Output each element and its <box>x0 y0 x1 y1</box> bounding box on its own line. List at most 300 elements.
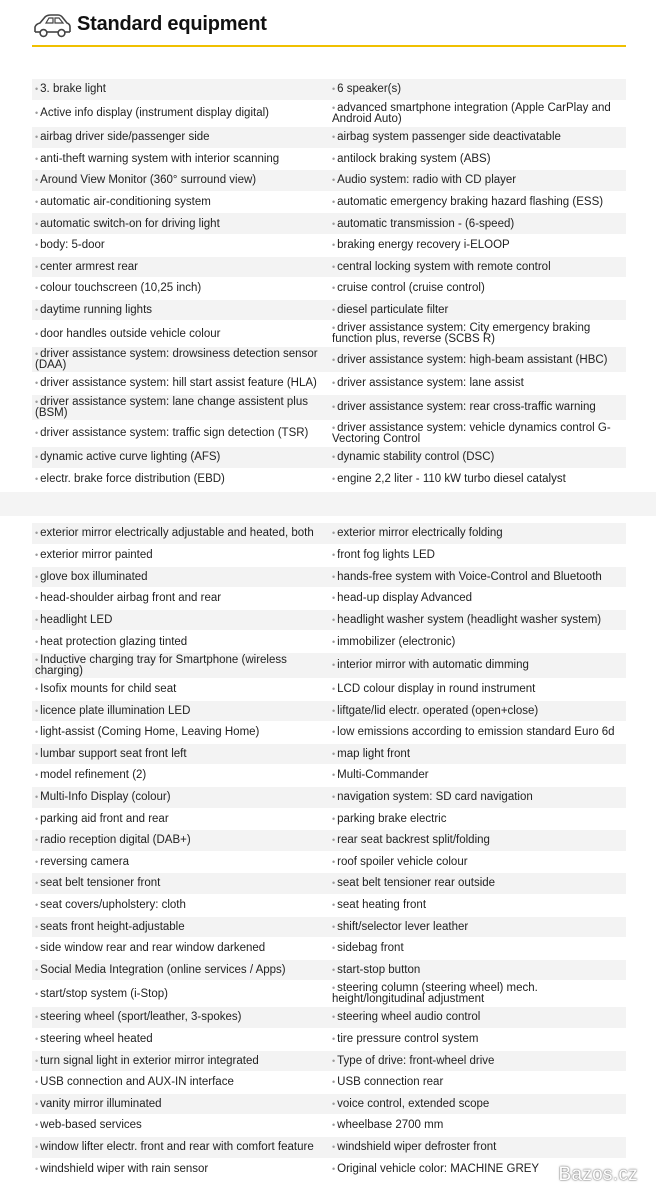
bullet-icon: • <box>35 1098 39 1109</box>
bullet-icon: • <box>332 748 336 759</box>
equipment-label: advanced smartphone integration (Apple CarPlay and Android Auto) <box>332 101 611 126</box>
equipment-item-right <box>329 256 626 278</box>
equipment-item-right <box>329 148 626 170</box>
bullet-icon: • <box>35 452 39 463</box>
bullet-icon: • <box>35 813 39 824</box>
equipment-label: steering column (steering wheel) mech. height/longitudinal adjustment <box>332 981 538 1006</box>
equipment-item-right <box>329 101 626 127</box>
equipment-row <box>32 566 626 588</box>
equipment-row <box>32 1115 626 1137</box>
bullet-icon: • <box>332 684 336 695</box>
equipment-item-left <box>32 373 329 395</box>
bullet-icon: • <box>332 1055 336 1066</box>
bullet-icon: • <box>332 473 336 484</box>
bullet-icon: • <box>332 132 336 143</box>
bullet-icon: • <box>35 218 39 229</box>
equipment-item-left <box>32 1007 329 1029</box>
bullet-icon: • <box>35 684 39 695</box>
equipment-item-right <box>329 851 626 873</box>
equipment-row <box>32 851 626 873</box>
equipment-label: airbag system passenger side deactivatable <box>337 131 561 144</box>
bullet-icon: • <box>35 473 39 484</box>
equipment-row <box>32 808 626 830</box>
bullet-icon: • <box>35 1163 39 1174</box>
equipment-item-left <box>32 588 329 610</box>
equipment-row <box>32 895 626 917</box>
equipment-item-right <box>329 1093 626 1115</box>
equipment-row <box>32 679 626 701</box>
equipment-label: steering wheel audio control <box>337 1011 481 1024</box>
equipment-item-right <box>329 170 626 192</box>
equipment-item-left <box>32 808 329 830</box>
equipment-item-left <box>32 421 329 447</box>
title-underline <box>32 45 626 47</box>
equipment-row <box>32 523 626 545</box>
bullet-icon: • <box>332 982 336 993</box>
bullet-icon: • <box>35 900 39 911</box>
bullet-icon: • <box>35 770 39 781</box>
bullet-icon: • <box>35 428 39 439</box>
equipment-row <box>32 170 626 192</box>
equipment-label: windshield wiper defroster front <box>337 1140 497 1153</box>
equipment-row <box>32 545 626 567</box>
equipment-item-right <box>329 278 626 300</box>
equipment-item-right <box>329 895 626 917</box>
bullet-icon: • <box>332 593 336 604</box>
equipment-row <box>32 938 626 960</box>
bullet-icon: • <box>35 571 39 582</box>
equipment-label: Multi-Commander <box>337 769 429 782</box>
equipment-label: Isofix mounts for child seat <box>40 683 177 696</box>
bullet-icon: • <box>35 153 39 164</box>
equipment-label: engine 2,2 liter - 110 kW turbo diesel catalyst <box>337 472 566 485</box>
equipment-label: licence plate illumination LED <box>40 704 191 717</box>
equipment-item-right <box>329 679 626 701</box>
equipment-item-left <box>32 79 329 101</box>
bullet-icon: • <box>35 1141 39 1152</box>
equipment-label: navigation system: SD card navigation <box>337 791 533 804</box>
equipment-item-left <box>32 299 329 321</box>
equipment-item-left <box>32 523 329 545</box>
bullet-icon: • <box>35 1120 39 1131</box>
equipment-item-left <box>32 1136 329 1158</box>
equipment-table-1 <box>32 79 626 490</box>
equipment-label: electr. brake force distribution (EBD) <box>40 472 225 485</box>
bullet-icon: • <box>332 878 336 889</box>
equipment-label: Original vehicle color: MACHINE GREY <box>337 1162 540 1175</box>
equipment-item-right <box>329 1136 626 1158</box>
bullet-icon: • <box>332 1120 336 1131</box>
equipment-row <box>32 1007 626 1029</box>
equipment-label: daytime running lights <box>40 303 153 316</box>
equipment-item-right <box>329 631 626 653</box>
equipment-label: antilock braking system (ABS) <box>337 152 491 165</box>
equipment-item-left <box>32 170 329 192</box>
equipment-item-left <box>32 609 329 631</box>
equipment-label: seat heating front <box>337 899 427 912</box>
equipment-label: automatic transmission - (6-speed) <box>337 217 515 230</box>
bullet-icon: • <box>332 240 336 251</box>
equipment-item-left <box>32 447 329 469</box>
equipment-label: seat belt tensioner rear outside <box>337 877 496 890</box>
equipment-label: USB connection rear <box>337 1076 444 1089</box>
equipment-label: side window rear and rear window darkened <box>40 942 266 955</box>
bullet-icon: • <box>35 964 39 975</box>
equipment-label: window lifter electr. front and rear with comfort feature <box>40 1140 314 1153</box>
equipment-item-right <box>329 347 626 373</box>
bullet-icon: • <box>332 856 336 867</box>
equipment-label: front fog lights LED <box>337 549 435 562</box>
bullet-icon: • <box>332 283 336 294</box>
bullet-icon: • <box>35 943 39 954</box>
equipment-label: reversing camera <box>40 855 129 868</box>
equipment-item-left <box>32 959 329 981</box>
equipment-item-right <box>329 447 626 469</box>
bullet-icon: • <box>332 84 336 95</box>
equipment-item-left <box>32 830 329 852</box>
equipment-row <box>32 347 626 373</box>
equipment-label: web-based services <box>40 1119 142 1132</box>
bullet-icon: • <box>332 571 336 582</box>
bullet-icon: • <box>332 943 336 954</box>
bullet-icon: • <box>35 1055 39 1066</box>
equipment-item-right <box>329 1007 626 1029</box>
equipment-label: door handles outside vehicle colour <box>40 327 221 340</box>
equipment-label: driver assistance system: traffic sign detection (TSR) <box>40 427 309 440</box>
equipment-label: driver assistance system: vehicle dynamics control G-Vectoring Control <box>332 421 611 446</box>
bullet-icon: • <box>35 348 39 359</box>
equipment-row <box>32 148 626 170</box>
equipment-label: exterior mirror electrically folding <box>337 527 503 540</box>
equipment-item-right <box>329 523 626 545</box>
equipment-item-left <box>32 1115 329 1137</box>
equipment-label: dynamic active curve lighting (AFS) <box>40 451 221 464</box>
equipment-label: exterior mirror electrically adjustable and heated, both <box>40 527 314 540</box>
equipment-label: seat belt tensioner front <box>40 877 161 890</box>
equipment-row <box>32 830 626 852</box>
equipment-label: 3. brake light <box>40 83 107 96</box>
equipment-item-left <box>32 321 329 347</box>
bullet-icon: • <box>35 988 39 999</box>
equipment-row <box>32 743 626 765</box>
bullet-icon: • <box>35 593 39 604</box>
equipment-row <box>32 722 626 744</box>
bullet-icon: • <box>35 835 39 846</box>
equipment-label: vanity mirror illuminated <box>40 1097 162 1110</box>
equipment-item-left <box>32 743 329 765</box>
equipment-item-left <box>32 127 329 149</box>
equipment-label: windshield wiper with rain sensor <box>40 1162 209 1175</box>
equipment-label: Type of drive: front-wheel drive <box>337 1054 495 1067</box>
equipment-item-left <box>32 765 329 787</box>
equipment-label: driver assistance system: high-beam assistant (HBC) <box>337 353 608 366</box>
bullet-icon: • <box>332 660 336 671</box>
equipment-item-right <box>329 566 626 588</box>
equipment-row <box>32 79 626 101</box>
equipment-row <box>32 916 626 938</box>
equipment-label: automatic emergency braking hazard flashing (ESS) <box>337 195 604 208</box>
equipment-label: head-up display Advanced <box>337 592 473 605</box>
equipment-item-left <box>32 787 329 809</box>
equipment-item-left <box>32 235 329 257</box>
equipment-label: Inductive charging tray for Smartphone (wireless charging) <box>35 653 287 678</box>
equipment-label: central locking system with remote control <box>337 260 551 273</box>
equipment-item-left <box>32 631 329 653</box>
section-divider <box>0 492 656 516</box>
equipment-item-left <box>32 679 329 701</box>
equipment-row <box>32 1028 626 1050</box>
equipment-label: start-stop button <box>337 963 421 976</box>
bullet-icon: • <box>35 528 39 539</box>
equipment-item-left <box>32 873 329 895</box>
equipment-label: seat covers/upholstery: cloth <box>40 899 186 912</box>
equipment-label: immobilizer (electronic) <box>337 635 456 648</box>
bullet-icon: • <box>35 261 39 272</box>
equipment-item-right <box>329 700 626 722</box>
bullet-icon: • <box>35 1012 39 1023</box>
watermark: Bazos.cz <box>558 1164 638 1185</box>
equipment-row <box>32 588 626 610</box>
equipment-label: steering wheel heated <box>40 1033 153 1046</box>
equipment-row <box>32 787 626 809</box>
equipment-item-right <box>329 191 626 213</box>
equipment-label: liftgate/lid electr. operated (open+close) <box>337 704 539 717</box>
equipment-label: lumbar support seat front left <box>40 747 187 760</box>
bullet-icon: • <box>35 328 39 339</box>
equipment-row <box>32 653 626 679</box>
bullet-icon: • <box>332 636 336 647</box>
equipment-label: anti-theft warning system with interior scanning <box>40 152 280 165</box>
equipment-item-right <box>329 127 626 149</box>
equipment-row <box>32 1158 626 1180</box>
bullet-icon: • <box>332 1141 336 1152</box>
equipment-label: radio reception digital (DAB+) <box>40 834 191 847</box>
equipment-row <box>32 447 626 469</box>
equipment-item-right <box>329 653 626 679</box>
equipment-label: glove box illuminated <box>40 570 148 583</box>
equipment-item-left <box>32 851 329 873</box>
equipment-row <box>32 127 626 149</box>
equipment-row <box>32 959 626 981</box>
equipment-item-right <box>329 609 626 631</box>
equipment-item-left <box>32 278 329 300</box>
equipment-item-right <box>329 787 626 809</box>
equipment-item-left <box>32 347 329 373</box>
equipment-item-left <box>32 1072 329 1094</box>
bullet-icon: • <box>35 1034 39 1045</box>
equipment-label: head-shoulder airbag front and rear <box>40 592 222 605</box>
equipment-item-left <box>32 395 329 421</box>
equipment-item-left <box>32 148 329 170</box>
bullet-icon: • <box>332 175 336 186</box>
bullet-icon: • <box>332 452 336 463</box>
equipment-label: 6 speaker(s) <box>337 83 402 96</box>
equipment-label: diesel particulate filter <box>337 303 449 316</box>
bullet-icon: • <box>35 636 39 647</box>
bullet-icon: • <box>332 792 336 803</box>
bullet-icon: • <box>332 614 336 625</box>
equipment-row <box>32 395 626 421</box>
bullet-icon: • <box>35 304 39 315</box>
equipment-item-left <box>32 566 329 588</box>
bullet-icon: • <box>35 550 39 561</box>
equipment-label: sidebag front <box>337 942 404 955</box>
equipment-label: map light front <box>337 747 411 760</box>
bullet-icon: • <box>332 528 336 539</box>
bullet-icon: • <box>332 921 336 932</box>
bullet-icon: • <box>35 654 39 665</box>
bullet-icon: • <box>332 1012 336 1023</box>
bullet-icon: • <box>332 153 336 164</box>
equipment-item-left <box>32 468 329 490</box>
equipment-row <box>32 213 626 235</box>
bullet-icon: • <box>332 964 336 975</box>
equipment-label: heat protection glazing tinted <box>40 635 188 648</box>
equipment-item-right <box>329 213 626 235</box>
bullet-icon: • <box>35 283 39 294</box>
bullet-icon: • <box>35 1077 39 1088</box>
bullet-icon: • <box>35 614 39 625</box>
equipment-label: roof spoiler vehicle colour <box>337 855 468 868</box>
equipment-label: driver assistance system: lane change assistent plus (BSM) <box>35 395 308 420</box>
bullet-icon: • <box>35 396 39 407</box>
equipment-row <box>32 700 626 722</box>
equipment-label: driver assistance system: City emergency braking function plus, reverse (SCBS R) <box>332 321 591 346</box>
equipment-item-right <box>329 235 626 257</box>
equipment-row <box>32 468 626 490</box>
equipment-table-2 <box>32 523 626 1180</box>
equipment-item-right <box>329 321 626 347</box>
bullet-icon: • <box>332 218 336 229</box>
bullet-icon: • <box>332 102 336 113</box>
equipment-row <box>32 1136 626 1158</box>
equipment-item-right <box>329 916 626 938</box>
bullet-icon: • <box>35 727 39 738</box>
bullet-icon: • <box>35 132 39 143</box>
bullet-icon: • <box>332 900 336 911</box>
equipment-label: model refinement (2) <box>40 769 147 782</box>
equipment-label: parking brake electric <box>337 812 447 825</box>
equipment-label: exterior mirror painted <box>40 549 153 562</box>
equipment-item-left <box>32 1093 329 1115</box>
bullet-icon: • <box>332 378 336 389</box>
equipment-item-right <box>329 588 626 610</box>
bullet-icon: • <box>332 402 336 413</box>
equipment-label: automatic air-conditioning system <box>40 195 211 208</box>
equipment-row <box>32 609 626 631</box>
equipment-item-right <box>329 373 626 395</box>
bullet-icon: • <box>332 770 336 781</box>
equipment-label: low emissions according to emission standard Euro 6d <box>337 726 615 739</box>
equipment-row <box>32 981 626 1007</box>
equipment-label: USB connection and AUX-IN interface <box>40 1076 234 1089</box>
equipment-row <box>32 421 626 447</box>
bullet-icon: • <box>332 304 336 315</box>
equipment-item-left <box>32 545 329 567</box>
bullet-icon: • <box>332 835 336 846</box>
bullet-icon: • <box>332 1098 336 1109</box>
equipment-label: headlight washer system (headlight washer system) <box>337 613 602 626</box>
bullet-icon: • <box>35 84 39 95</box>
bullet-icon: • <box>332 322 336 333</box>
bullet-icon: • <box>35 240 39 251</box>
equipment-row <box>32 631 626 653</box>
equipment-item-right <box>329 299 626 321</box>
bullet-icon: • <box>332 1077 336 1088</box>
equipment-label: light-assist (Coming Home, Leaving Home) <box>40 726 260 739</box>
equipment-row <box>32 765 626 787</box>
equipment-item-right <box>329 808 626 830</box>
equipment-item-right <box>329 1115 626 1137</box>
equipment-item-left <box>32 101 329 127</box>
equipment-item-left <box>32 700 329 722</box>
equipment-item-left <box>32 1028 329 1050</box>
equipment-label: tire pressure control system <box>337 1033 479 1046</box>
equipment-item-left <box>32 191 329 213</box>
equipment-item-right <box>329 1050 626 1072</box>
equipment-item-left <box>32 722 329 744</box>
equipment-row <box>32 191 626 213</box>
equipment-label: automatic switch-on for driving light <box>40 217 220 230</box>
equipment-row <box>32 256 626 278</box>
equipment-item-left <box>32 1050 329 1072</box>
bullet-icon: • <box>35 792 39 803</box>
equipment-label: Social Media Integration (online services / Apps) <box>40 963 286 976</box>
equipment-label: body: 5-door <box>40 239 105 252</box>
bullet-icon: • <box>35 705 39 716</box>
bullet-icon: • <box>332 261 336 272</box>
equipment-item-left <box>32 256 329 278</box>
equipment-item-right <box>329 79 626 101</box>
equipment-label: seats front height-adjustable <box>40 920 185 933</box>
equipment-label: start/stop system (i-Stop) <box>40 987 168 1000</box>
equipment-item-right <box>329 545 626 567</box>
equipment-item-right <box>329 1072 626 1094</box>
equipment-item-right <box>329 959 626 981</box>
equipment-item-right <box>329 830 626 852</box>
equipment-item-left <box>32 1158 329 1180</box>
equipment-label: steering wheel (sport/leather, 3-spokes) <box>40 1011 242 1024</box>
equipment-label: parking aid front and rear <box>40 812 169 825</box>
equipment-label: airbag driver side/passenger side <box>40 131 210 144</box>
equipment-row <box>32 1093 626 1115</box>
bullet-icon: • <box>35 856 39 867</box>
equipment-label: colour touchscreen (10,25 inch) <box>40 282 202 295</box>
equipment-label: interior mirror with automatic dimming <box>337 659 529 672</box>
equipment-item-right <box>329 722 626 744</box>
bullet-icon: • <box>332 1163 336 1174</box>
equipment-row <box>32 235 626 257</box>
bullet-icon: • <box>332 550 336 561</box>
equipment-item-right <box>329 395 626 421</box>
equipment-label: turn signal light in exterior mirror integrated <box>40 1054 259 1067</box>
equipment-row <box>32 873 626 895</box>
equipment-label: center armrest rear <box>40 260 138 273</box>
equipment-item-right <box>329 743 626 765</box>
page-title: Standard equipment <box>77 13 267 35</box>
equipment-label: dynamic stability control (DSC) <box>337 451 495 464</box>
equipment-item-left <box>32 895 329 917</box>
equipment-row <box>32 321 626 347</box>
equipment-item-left <box>32 213 329 235</box>
bullet-icon: • <box>35 748 39 759</box>
equipment-item-right <box>329 1028 626 1050</box>
bullet-icon: • <box>35 378 39 389</box>
equipment-label: driver assistance system: rear cross-traffic warning <box>337 401 596 414</box>
equipment-label: shift/selector lever leather <box>337 920 469 933</box>
equipment-item-right <box>329 468 626 490</box>
equipment-item-left <box>32 981 329 1007</box>
